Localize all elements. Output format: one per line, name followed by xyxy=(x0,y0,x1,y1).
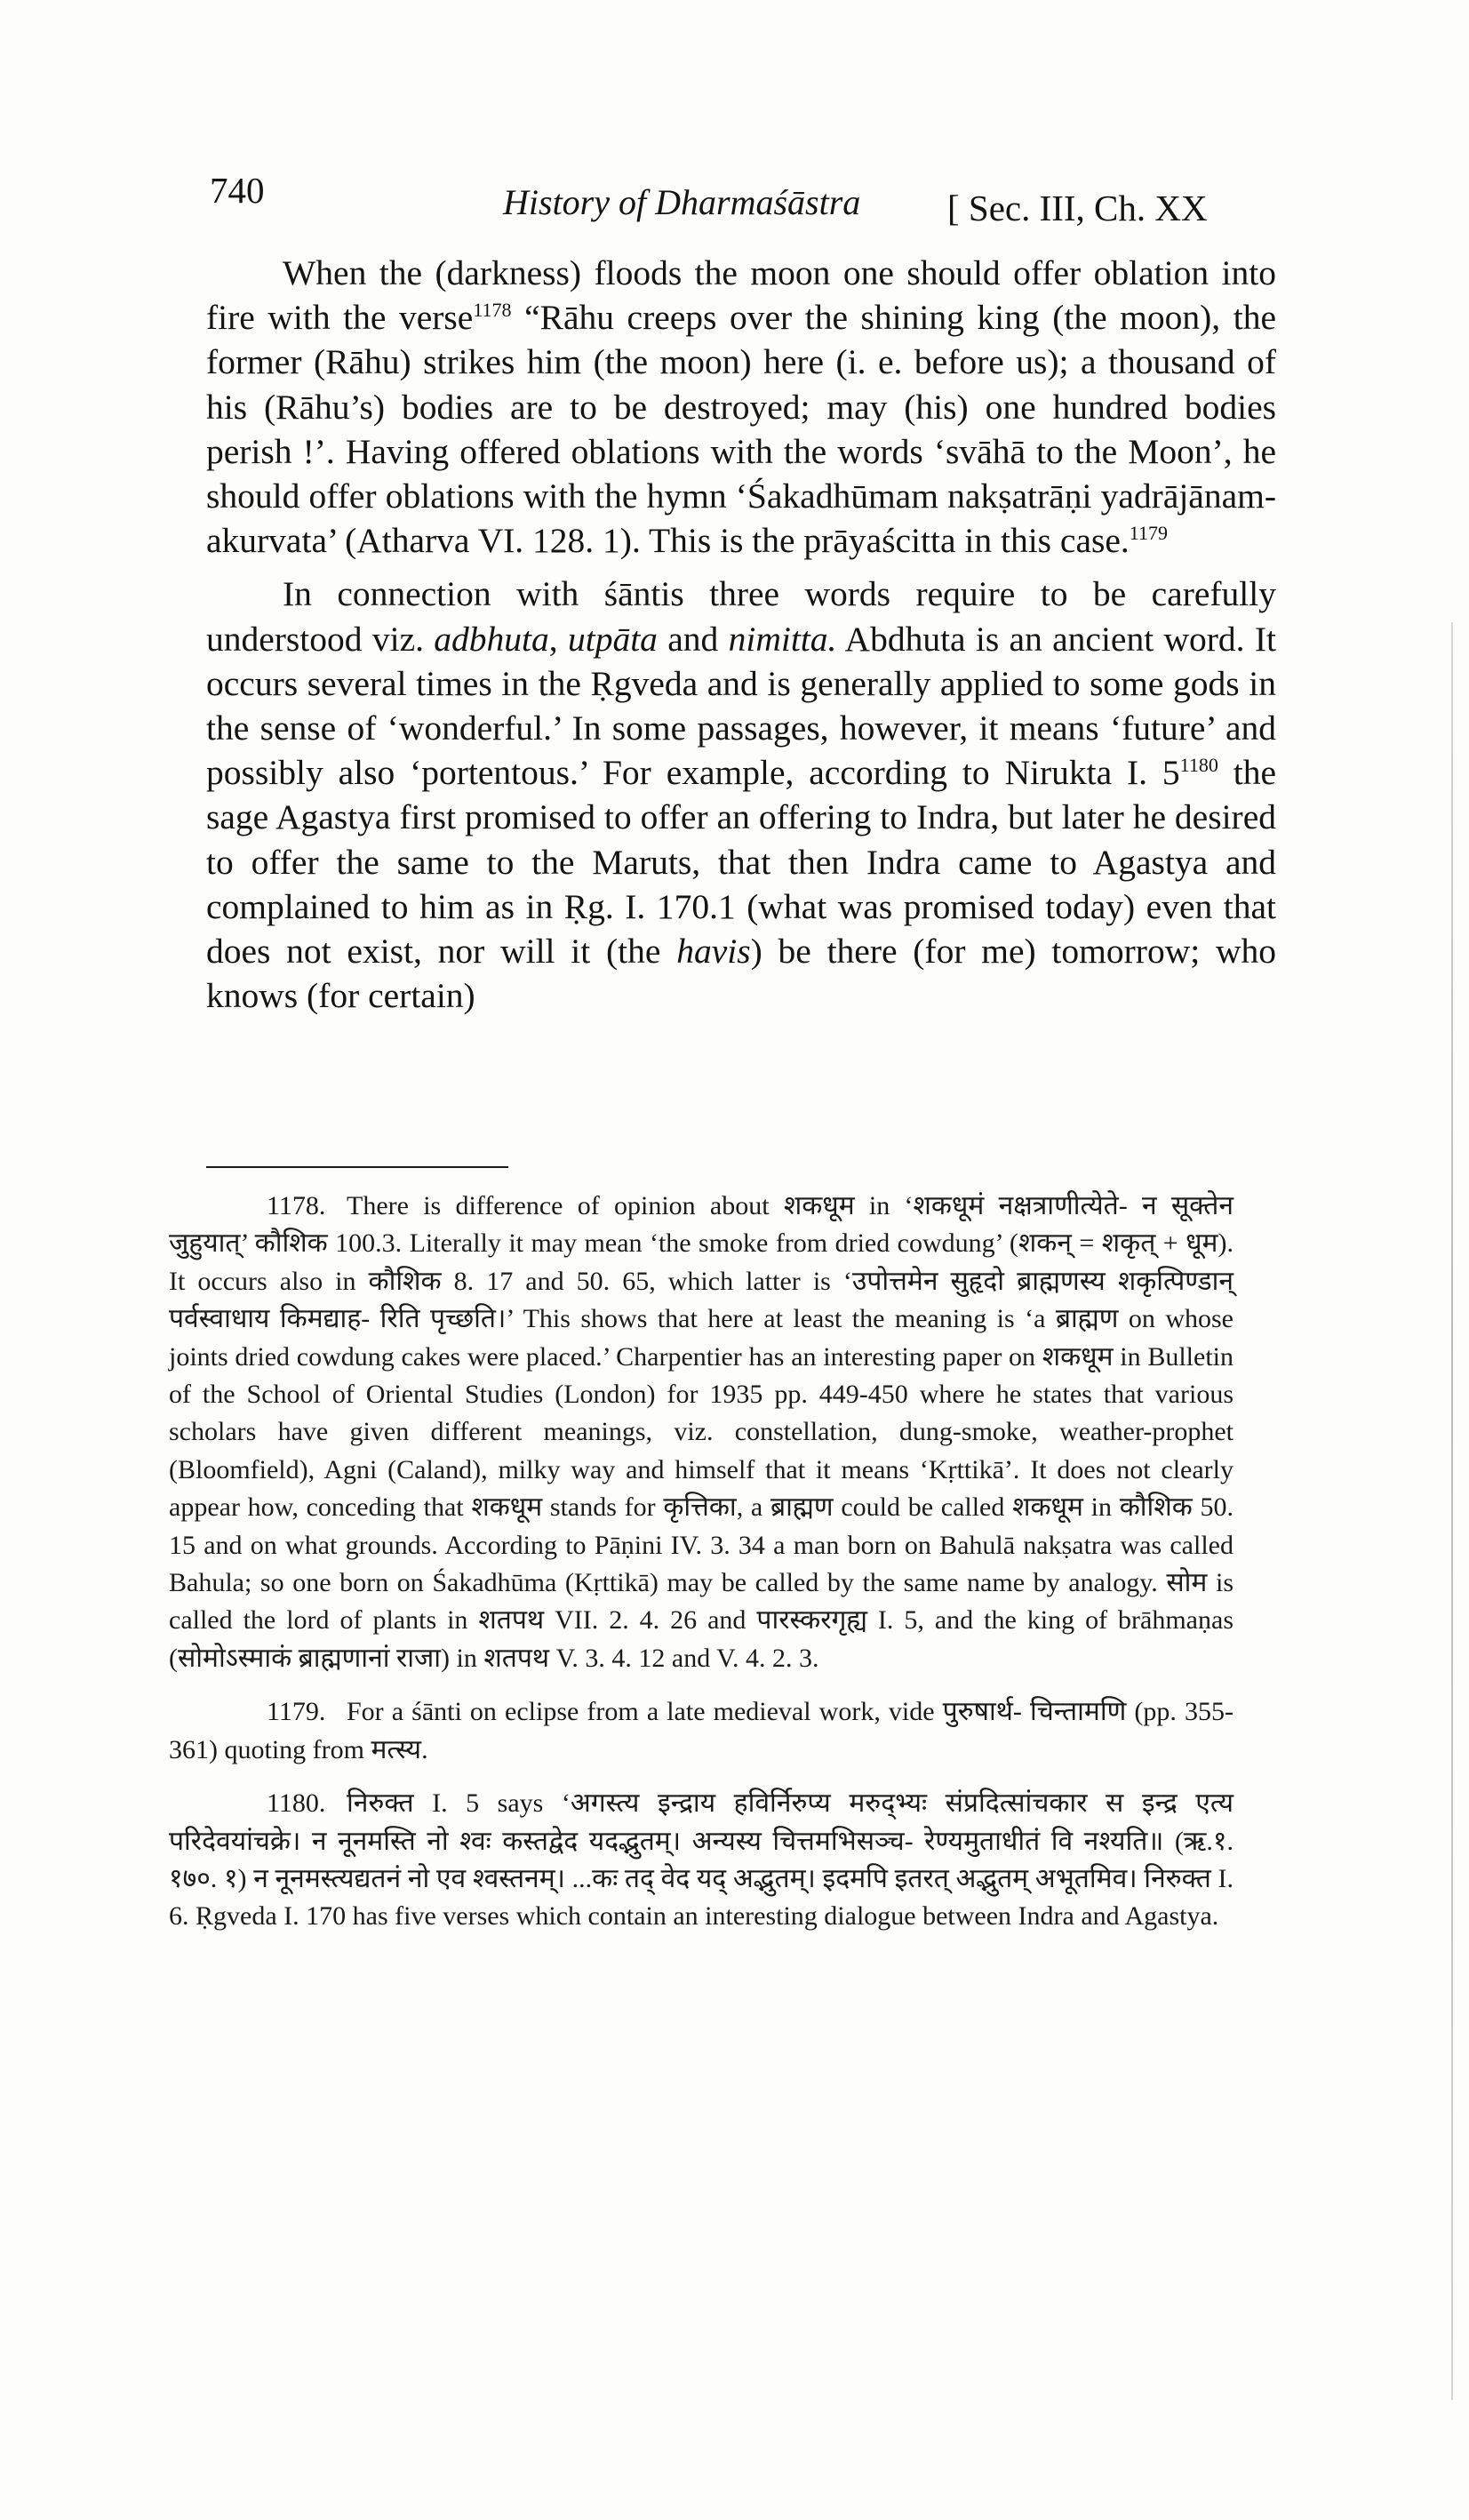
paragraph-text: the sage Agastya first promised to offer an offering to Indra, but later he desired to offer the same to the Maruts, that then Indra came to Agastya and complained to him as in Ṛg. I. 170.1 (what was promised today) even that does not exist, nor will it (the xyxy=(206,753,1276,972)
conjunction: and xyxy=(657,619,729,659)
page-edge-shadow xyxy=(1451,622,1453,2400)
body-text xyxy=(206,251,1276,1027)
term-nimitta: nimitta. xyxy=(728,619,837,659)
footnote-1180 xyxy=(169,1785,1233,1936)
term-utpata: utpāta xyxy=(567,619,658,659)
running-header xyxy=(210,169,1276,231)
footnote-text: निरुक्त I. 5 says ‘अगस्त्य इन्द्राय हविर्निरुप्य मरुद्भ्यः संप्रदित्सांचकार स इन्द्र एत्य परिदेवयांचक्रे। न नूनमस्ति नो श्वः कस्तद्वेद यदद्भुतम्। अन्यस्य चित्तमभिसञ्च- रेण्यमुताधीतं वि नश्यति॥ (ऋ.१. १७०. १) न नूनमस्त्यद्यतनं नो एव श्वस्तनम्। ...कः तद् वेद यद् अद्भुतम्। इदमपि इतरत् अद्भुतम् अभूतमिव। निरुक्त I. 6. Ṛgveda I. 170 has five verses which contain an interesting dialogue between Indra and Agastya. xyxy=(169,1788,1233,1932)
footnotes xyxy=(169,1188,1233,1952)
footnote-text: For a śānti on eclipse from a late medieval work, vide पुरुषार्थ- चिन्तामणि (pp. 355-361) quoting from मत्स्य. xyxy=(169,1697,1233,1764)
page-number: 740 xyxy=(210,170,265,211)
section-label: [ Sec. III, Ch. XX xyxy=(947,188,1208,228)
paragraph-text: ) be there (for me) tomorrow; who knows (for certain) xyxy=(206,932,1276,1016)
footnote-1179 xyxy=(169,1693,1233,1769)
footnote-marker-1179: 1179 xyxy=(1129,522,1168,545)
paragraph-text: When the (darkness) floods the moon one should offer oblation into fire with the verse xyxy=(206,253,1276,338)
footnote-marker-1180: 1180 xyxy=(1179,754,1218,777)
running-title: History of Dharmaśāstra xyxy=(503,182,861,222)
footnote-rule xyxy=(206,1166,508,1168)
term-havis: havis xyxy=(676,932,751,972)
footnote-number: 1178. xyxy=(267,1191,326,1220)
footnote-number: 1180. xyxy=(267,1788,326,1819)
footnote-text: There is difference of opinion about शकधूम in ‘शकधूमं नक्षत्राणीत्येते- न सूक्तेन जुहुयात्’ कौशिक 100.3. Literally it may mean ‘the smoke from dried cowdung’ (शकन् = शकृत् + धूम). It occurs also in कौशिक 8. 17 and 50. 65, which latter is ‘उपोत्तमेन सुहृदो ब्राह्मणस्य शकृत्पिण्डान् पर्वस्वाधाय किमद्याह- रिति पृच्छति।’ This shows that here at least the meaning is ‘a ब्राह्मण on whose joints dried cowdung cakes were placed.’ Charpentier has an interesting paper on शकधूम in Bulletin of the School of Oriental Studies (London) for 1935 pp. 449-450 where he states that various scholars have given different meanings, viz. constellation, dung-smoke, weather-prophet (Bloomfield), Agni (Caland), milky way and himself that it means ‘Kṛttikā’. It does not clearly appear how, conceding that शकधूम stands for कृत्तिका, a ब्राह्मण could be called शकधूम in कौशिक 50. 15 and on what grounds. According to Pāṇini IV. 3. 34 a man born on Bahulā nakṣatra was called Bahula; so one born on Śakadhūma (Kṛttikā) may be called by the same name by analogy. सोम is called the lord of plants in शतपथ VII. 2. 4. 26 and पारस्करगृह्य I. 5, and the king of brāhmaṇas (सोमोऽस्माकं ब्राह्मणानां राजा) in शतपथ V. 3. 4. 12 and V. 4. 2. 3. xyxy=(169,1191,1233,1673)
term-adbhuta: adbhuta xyxy=(434,619,549,659)
paragraph-text: In connection with śāntis three words require to be carefully understood viz. xyxy=(206,574,1276,659)
punctuation: , xyxy=(548,619,568,659)
footnote-1178 xyxy=(169,1188,1233,1677)
paragraph-text: “Rāhu creeps over the shining king (the moon), the former (Rāhu) strikes him (the moon) here (i. e. before us); a thousand of his (Rāhu’s) bodies are to be destroyed; may (his) one hundred bodies perish !’. Having offered oblations with the words ‘svāhā to the Moon’, he should offer oblations with the hymn ‘Śakadhūmam nakṣatrāṇi yadrājānam-akurvata’ (Atharva VI. 128. 1). This is the prāyaścitta in this case. xyxy=(206,298,1276,561)
footnote-number: 1179. xyxy=(267,1697,326,1727)
paragraph-santis xyxy=(206,572,1276,1018)
paragraph-eclipse-oblation xyxy=(206,251,1276,563)
paragraph-text: Abdhuta is an ancient word. It occurs several times in the Ṛgveda and is generally applied to some gods in the sense of ‘wonderful.’ In some passages, however, it means ‘future’ and possibly also ‘portentous.’ For example, according to Nirukta I. 5 xyxy=(206,619,1276,793)
footnote-marker-1178: 1178 xyxy=(473,299,512,322)
